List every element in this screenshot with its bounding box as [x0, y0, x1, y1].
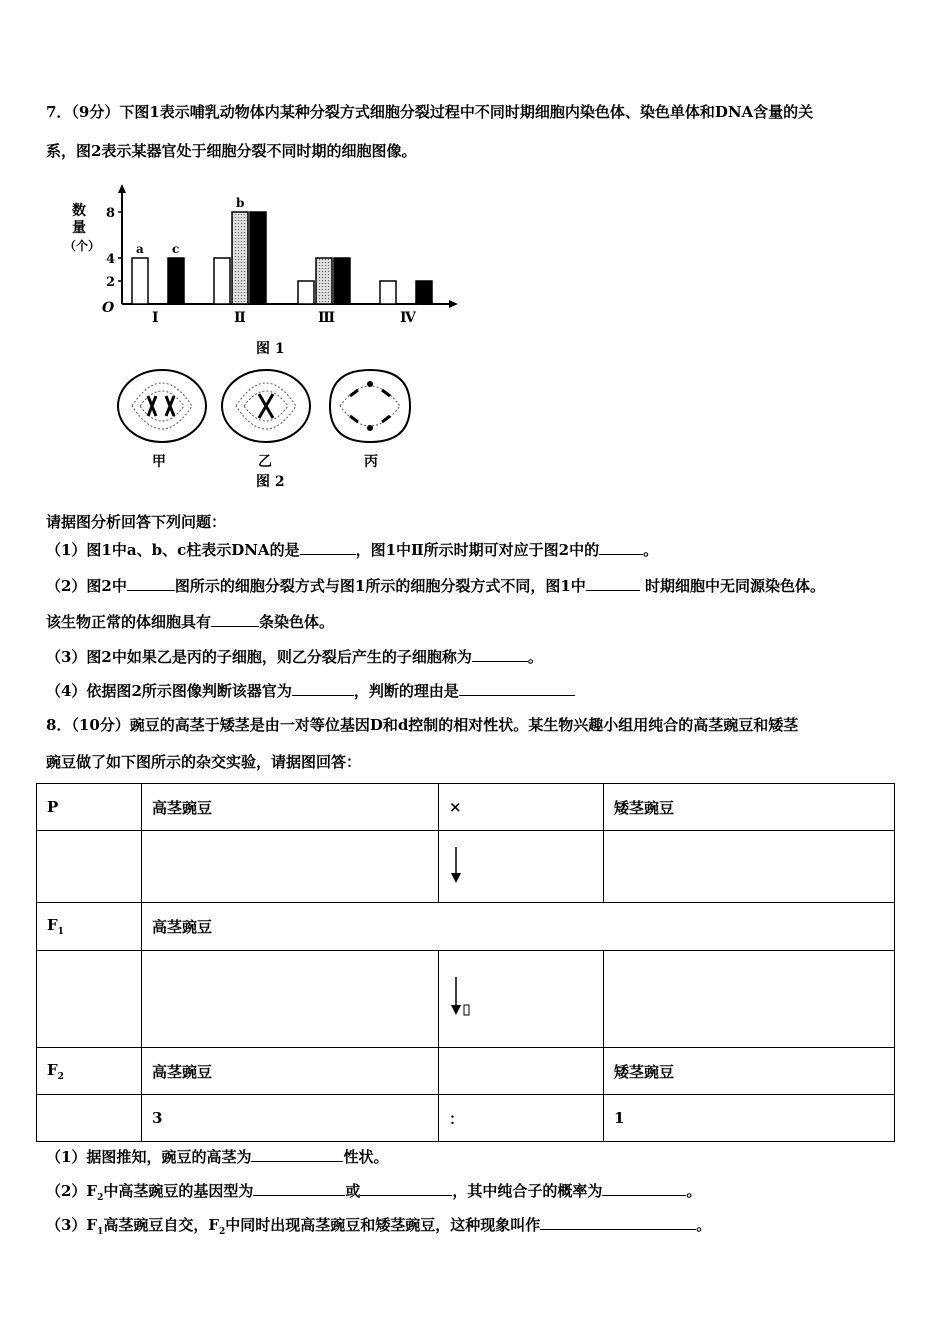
- bar-c-2: [250, 212, 266, 304]
- answer-blank[interactable]: [211, 612, 259, 627]
- q8-sub1-text-a: （1）据图推知，豌豆的高茎为: [46, 1148, 252, 1166]
- q8-sub2-text-b: 中高茎豌豆的基因型为: [103, 1182, 254, 1200]
- q8-sub3-sub-b: 2: [219, 1227, 226, 1237]
- q7-sub2-text-b: 图所示的细胞分裂方式与图1所示的细胞分裂方式不同，图1中: [174, 577, 586, 595]
- bar-label-a: a: [136, 242, 144, 256]
- cross-table: [36, 783, 895, 1142]
- q7-sub2b-text-a: 该生物正常的体细胞具有: [46, 613, 212, 631]
- y-label-2: 量: [72, 220, 86, 236]
- bar-a-1: [132, 258, 148, 304]
- empty-cell: [142, 831, 439, 903]
- cell-yi: [222, 370, 310, 442]
- cell-label-bing: 丙: [364, 454, 378, 470]
- empty-cell: [604, 951, 895, 1048]
- f1-label-sub: 1: [57, 927, 64, 937]
- cell-p-left: 高茎豌豆: [142, 784, 439, 831]
- arrow-cell: [439, 951, 604, 1048]
- origin-label: O: [102, 300, 115, 316]
- cell-f2-right: 矮茎豌豆: [604, 1048, 895, 1095]
- q8-sub2: [46, 1181, 701, 1208]
- bar-label-b: b: [236, 196, 245, 210]
- x-tick-label: Ⅲ: [318, 310, 336, 326]
- arrow-cell: [439, 831, 604, 903]
- q8-sub3-text-d: 。: [696, 1216, 712, 1234]
- cell-p-cross: ×: [439, 784, 604, 831]
- q7-sub2b: [46, 612, 334, 632]
- x-tick-label: Ⅳ: [400, 310, 416, 326]
- f2-label-sub: 2: [57, 1071, 64, 1082]
- q8-line2: 豌豆做了如下图所示的杂交实验，请据图回答：: [46, 753, 362, 771]
- q8-sub3-sub-a: 1: [97, 1227, 104, 1237]
- empty-cell: [37, 1095, 142, 1142]
- answer-blank[interactable]: [300, 540, 356, 555]
- answer-blank[interactable]: [127, 576, 175, 591]
- cell-ratio-right: 1: [604, 1095, 895, 1142]
- q7-sub3-text-a: （3）图2中如果乙是丙的子细胞，则乙分裂后产生的子细胞称为: [46, 648, 472, 666]
- cell-f2-label: [37, 1048, 142, 1095]
- f1-label-main: F: [47, 916, 58, 934]
- q7-sub1-text-c: 。: [643, 541, 659, 559]
- answer-blank[interactable]: [360, 1181, 452, 1196]
- q7-sub4: [46, 681, 575, 701]
- f2-label-main: F: [47, 1060, 58, 1079]
- down-arrow-icon: [449, 845, 463, 885]
- q7-sub1-text-b: ，图1中Ⅱ所示时期可对应于图2中的: [355, 541, 600, 559]
- q7-line2: 系，图2表示某器官处于细胞分裂不同时期的细胞图像。: [46, 142, 417, 160]
- figure2-caption: 图 2: [256, 474, 285, 490]
- q7-sub2: [46, 576, 825, 596]
- bar-c-1: [168, 258, 184, 304]
- x-tick-label: Ⅱ: [234, 310, 246, 326]
- bar-c-3: [334, 258, 350, 304]
- q7-sub2-text-a: （2）图2中: [46, 577, 127, 595]
- y-tick-label: 4: [106, 252, 116, 267]
- q8-sub3: [46, 1215, 711, 1242]
- answer-blank[interactable]: [586, 576, 640, 591]
- bar-b-2: [232, 212, 248, 304]
- answer-blank[interactable]: [472, 647, 528, 662]
- y-axis-arrow: [118, 184, 126, 193]
- q7-sub1-text-a: （1）图1中a、b、c柱表示DNA的是: [46, 541, 300, 559]
- q8-sub3-text-a: （3）F: [46, 1216, 98, 1234]
- answer-blank[interactable]: [540, 1215, 696, 1230]
- q8-sub3-text-b: 高茎豌豆自交，F: [103, 1216, 220, 1234]
- cell-jia: [118, 370, 206, 442]
- empty-cell: [439, 1048, 604, 1095]
- cell-f2-left: 高茎豌豆: [142, 1048, 439, 1095]
- cell-f1-label: [37, 903, 142, 951]
- table-row-arrow1: [37, 831, 895, 903]
- q7-sub3-text-b: 。: [527, 648, 543, 666]
- bar-a-4: [380, 281, 396, 304]
- figure1-chart: [60, 180, 480, 500]
- q8-sub1-text-b: 性状。: [343, 1148, 389, 1166]
- y-tick-label: 2: [106, 275, 116, 290]
- cell-p-label: P: [37, 784, 142, 831]
- q7-sub2b-text-b: 条染色体。: [259, 613, 335, 631]
- table-row-p: [37, 784, 895, 831]
- bar-a-3: [298, 281, 314, 304]
- cell-p-right: 矮茎豌豆: [604, 784, 895, 831]
- q8-sub2-text-d: ，其中纯合子的概率为: [452, 1182, 603, 1200]
- q7-sub4-text-a: （4）依据图2所示图像判断该器官为: [46, 682, 292, 700]
- q8-line1: 8．（10分）豌豆的高茎于矮茎是由一对等位基因D和d控制的相对性状。某生物兴趣小组用纯合的高茎豌豆和矮茎: [46, 716, 799, 734]
- q8-sub2-text-c: 或: [345, 1182, 361, 1200]
- bar-c-4: [416, 281, 432, 304]
- cell-f1-value: 高茎豌豆: [142, 903, 895, 951]
- table-row-f1: [37, 903, 895, 951]
- figure1-caption: 图 1: [256, 341, 285, 357]
- bar-b-3: [316, 258, 332, 304]
- q8-sub3-text-c: 中同时出现高茎豌豆和矮茎豌豆，这种现象叫作: [225, 1216, 541, 1234]
- answer-blank[interactable]: [292, 681, 354, 696]
- y-tick-label: 8: [106, 206, 116, 221]
- q7-sub4-text-b: ，判断的理由是: [353, 682, 459, 700]
- answer-blank[interactable]: [253, 1181, 345, 1196]
- answer-blank[interactable]: [599, 540, 643, 555]
- empty-cell: [142, 951, 439, 1048]
- cell-ratio-sep: ：: [439, 1095, 604, 1142]
- q8-sub2-text-a: （2）F: [46, 1182, 98, 1200]
- figure-container: [60, 180, 480, 500]
- cell-ratio-left: 3: [142, 1095, 439, 1142]
- bar-a-2: [214, 258, 230, 304]
- empty-cell: [604, 831, 895, 903]
- table-row-f2: [37, 1048, 895, 1095]
- q7-line1: 7．（9分）下图1表示哺乳动物体内某种分裂方式细胞分裂过程中不同时期细胞内染色体、染色单体和DNA含量的关: [46, 103, 814, 121]
- down-arrow-icon: [449, 975, 479, 1019]
- cell-bing: [330, 370, 410, 442]
- q8-sub2-sub: 2: [97, 1193, 104, 1203]
- empty-cell: [37, 831, 142, 903]
- cell-label-yi: 乙: [258, 454, 272, 470]
- bar-label-c: c: [172, 242, 180, 256]
- q8-sub2-text-e: 。: [686, 1182, 702, 1200]
- table-row-ratio: [37, 1095, 895, 1142]
- q7-sub2-text-c: 时期细胞中无同源染色体。: [639, 577, 825, 595]
- q7-sub3: [46, 647, 543, 667]
- y-label-1: 数: [72, 203, 86, 219]
- answer-blank[interactable]: [251, 1147, 343, 1162]
- y-label-3: （个）: [64, 239, 101, 253]
- q7-intro: 请据图分析回答下列问题：: [46, 513, 227, 531]
- empty-cell: [37, 951, 142, 1048]
- cell-label-jia: 甲: [152, 454, 166, 470]
- q8-sub1: [46, 1147, 388, 1167]
- table-row-arrow2: [37, 951, 895, 1048]
- x-axis-arrow: [449, 300, 458, 308]
- answer-blank[interactable]: [459, 681, 575, 696]
- x-tick-label: Ⅰ: [152, 310, 159, 326]
- q7-sub1: [46, 540, 658, 560]
- answer-blank[interactable]: [602, 1181, 686, 1196]
